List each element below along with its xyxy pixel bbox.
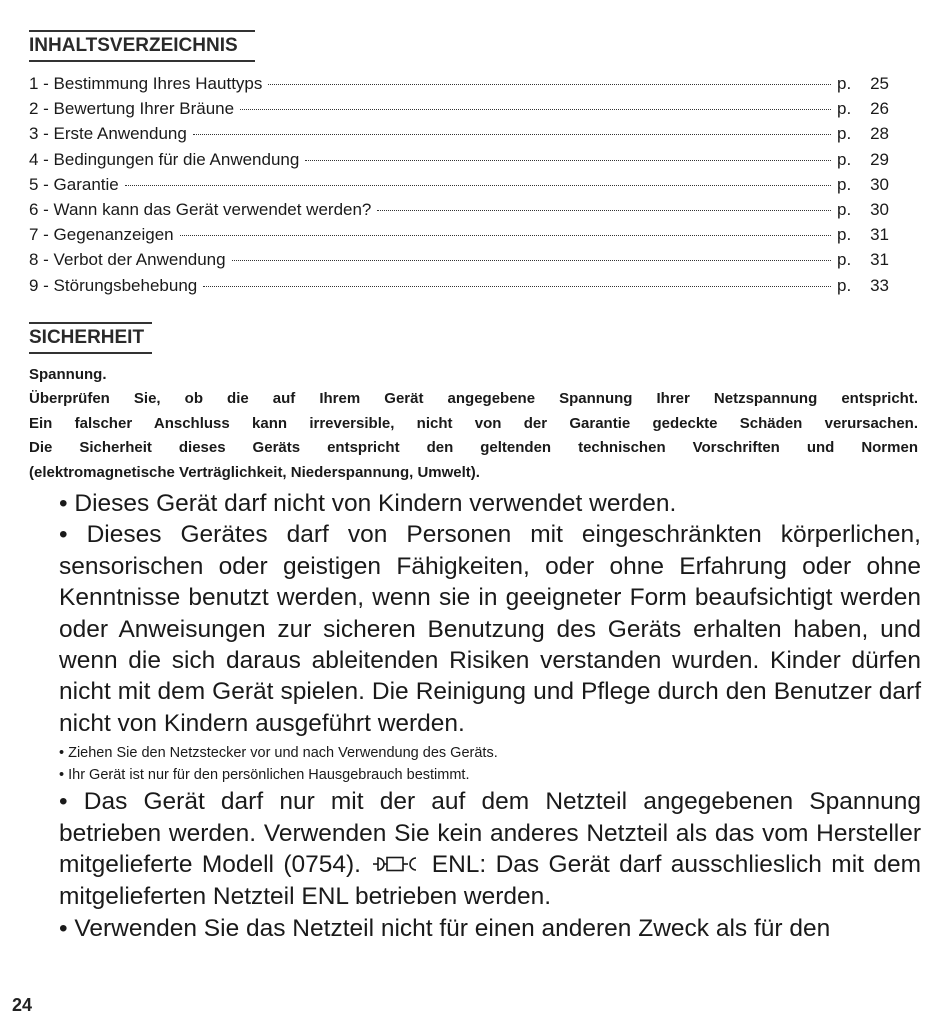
bullet-power-supply-text: • Das Gerät darf nur mit der auf dem Netzteil angegebenen Spannung betrieben werden. Verwenden Sie kein anderes Netzteil als das vom Hersteller mitgelieferte Modell (0754). <box>59 788 921 879</box>
toc-page-number: 33 <box>870 275 889 295</box>
bullet-children: • Dieses Gerät darf nicht von Kindern verwendet werden. <box>59 490 677 517</box>
bullet-adapter-use: • Verwenden Sie das Netzteil nicht für einen anderen Zweck als für den <box>59 914 831 942</box>
toc-entry-label: 9 - Störungsbehebung <box>29 275 198 295</box>
toc-entry <box>29 222 889 247</box>
toc-leader-dots <box>268 84 831 85</box>
toc-page-prefix: p. <box>837 250 852 270</box>
safety-heading: SICHERHEIT <box>29 322 152 354</box>
bullet-enl-text: ENL: Das Gerät darf ausschlieslich mit dem mitgelieferten Netzteil ENL betrieben werden. <box>59 851 921 911</box>
toc-leader-dots <box>193 134 831 135</box>
toc-page-prefix: p. <box>837 174 852 194</box>
toc-entry <box>29 273 889 298</box>
toc-page-prefix: p. <box>837 199 852 219</box>
bullet-unplug: • Ziehen Sie den Netzstecker vor und nach Verwendung des Geräts. <box>59 745 498 762</box>
warning-line: Ein falscher Anschluss kann irreversible, nicht von der Garantie gedeckte Schäden verursachen. <box>29 414 918 432</box>
toc-entry <box>29 247 889 272</box>
bullet-limited-abilities: • Dieses Gerätes darf von Personen mit eingeschränkten körperlichen, sensorischen oder geistigen Fähigkeiten, oder ohne Erfahrung oder ohne Kenntnisse benutzt werden, wenn sie in geeigneter Form beaufsichtigt werden oder Anweisungen zur sicheren Benutzung des Geräts erhalten haben, und wenn die sich daraus ableitenden Risiken verstanden wurden. Kinder dürfen nicht mit dem Gerät spielen. Die Reinigung und Pflege durch den Benutzer darf nicht von Kindern ausgeführt werden. <box>59 521 921 737</box>
power-connector-icon <box>372 850 420 881</box>
toc-entry <box>29 172 889 197</box>
page-number: 24 <box>12 995 33 1011</box>
toc-page-number: 29 <box>870 149 889 169</box>
toc-page-number: 30 <box>870 199 889 219</box>
toc-leader-dots <box>232 260 831 261</box>
toc-leader-dots <box>305 160 831 161</box>
toc-leader-dots <box>180 235 831 236</box>
toc-entry-label: 8 - Verbot der Anwendung <box>29 250 226 270</box>
warning-title: Spannung. <box>29 366 107 383</box>
toc-page-prefix: p. <box>837 124 852 144</box>
toc-entry <box>29 121 889 146</box>
toc-entry <box>29 197 889 222</box>
toc-page-number: 26 <box>870 99 889 119</box>
safety-bullets <box>59 488 921 944</box>
toc-entry-label: 7 - Gegenanzeigen <box>29 225 174 245</box>
toc-page-number: 31 <box>870 225 889 245</box>
table-of-contents <box>29 71 889 298</box>
toc-page-prefix: p. <box>837 275 852 295</box>
toc-page-prefix: p. <box>837 225 852 245</box>
toc-page-prefix: p. <box>837 99 852 119</box>
toc-leader-dots <box>240 109 831 110</box>
toc-leader-dots <box>377 210 831 211</box>
toc-entry-label: 3 - Erste Anwendung <box>29 124 187 144</box>
voltage-warning <box>29 363 918 485</box>
toc-leader-dots <box>203 286 831 287</box>
toc-page-prefix: p. <box>837 74 852 93</box>
toc-entry <box>29 96 889 121</box>
toc-page-prefix: p. <box>837 149 852 169</box>
toc-entry-label: 4 - Bedingungen für die Anwendung <box>29 149 300 169</box>
bullet-power-supply <box>59 786 921 912</box>
warning-line: (elektromagnetische Verträglichkeit, Niederspannung, Umwelt). <box>29 463 480 481</box>
toc-page-number: 30 <box>870 174 889 194</box>
toc-entry-label: 6 - Wann kann das Gerät verwendet werden? <box>29 199 372 219</box>
toc-leader-dots <box>125 185 831 186</box>
bullet-household-use: • Ihr Gerät ist nur für den persönlichen Hausgebrauch bestimmt. <box>59 767 470 784</box>
toc-page-number: 25 <box>870 74 889 93</box>
toc-page-number: 28 <box>870 124 889 144</box>
toc-entry-label: 1 - Bestimmung Ihres Hauttyps <box>29 74 263 93</box>
warning-line: Überprüfen Sie, ob die auf Ihrem Gerät angegebene Spannung Ihrer Netzspannung entspricht. <box>29 390 918 408</box>
toc-entry-label: 2 - Bewertung Ihrer Bräune <box>29 99 235 119</box>
toc-heading: INHALTSVERZEICHNIS <box>29 30 255 62</box>
toc-entry <box>29 71 889 96</box>
toc-page-number: 31 <box>870 250 889 270</box>
warning-line: Die Sicherheit dieses Geräts entspricht den geltenden technischen Vorschriften und Normen <box>29 439 918 457</box>
toc-entry-label: 5 - Garantie <box>29 174 119 194</box>
toc-entry <box>29 147 889 172</box>
